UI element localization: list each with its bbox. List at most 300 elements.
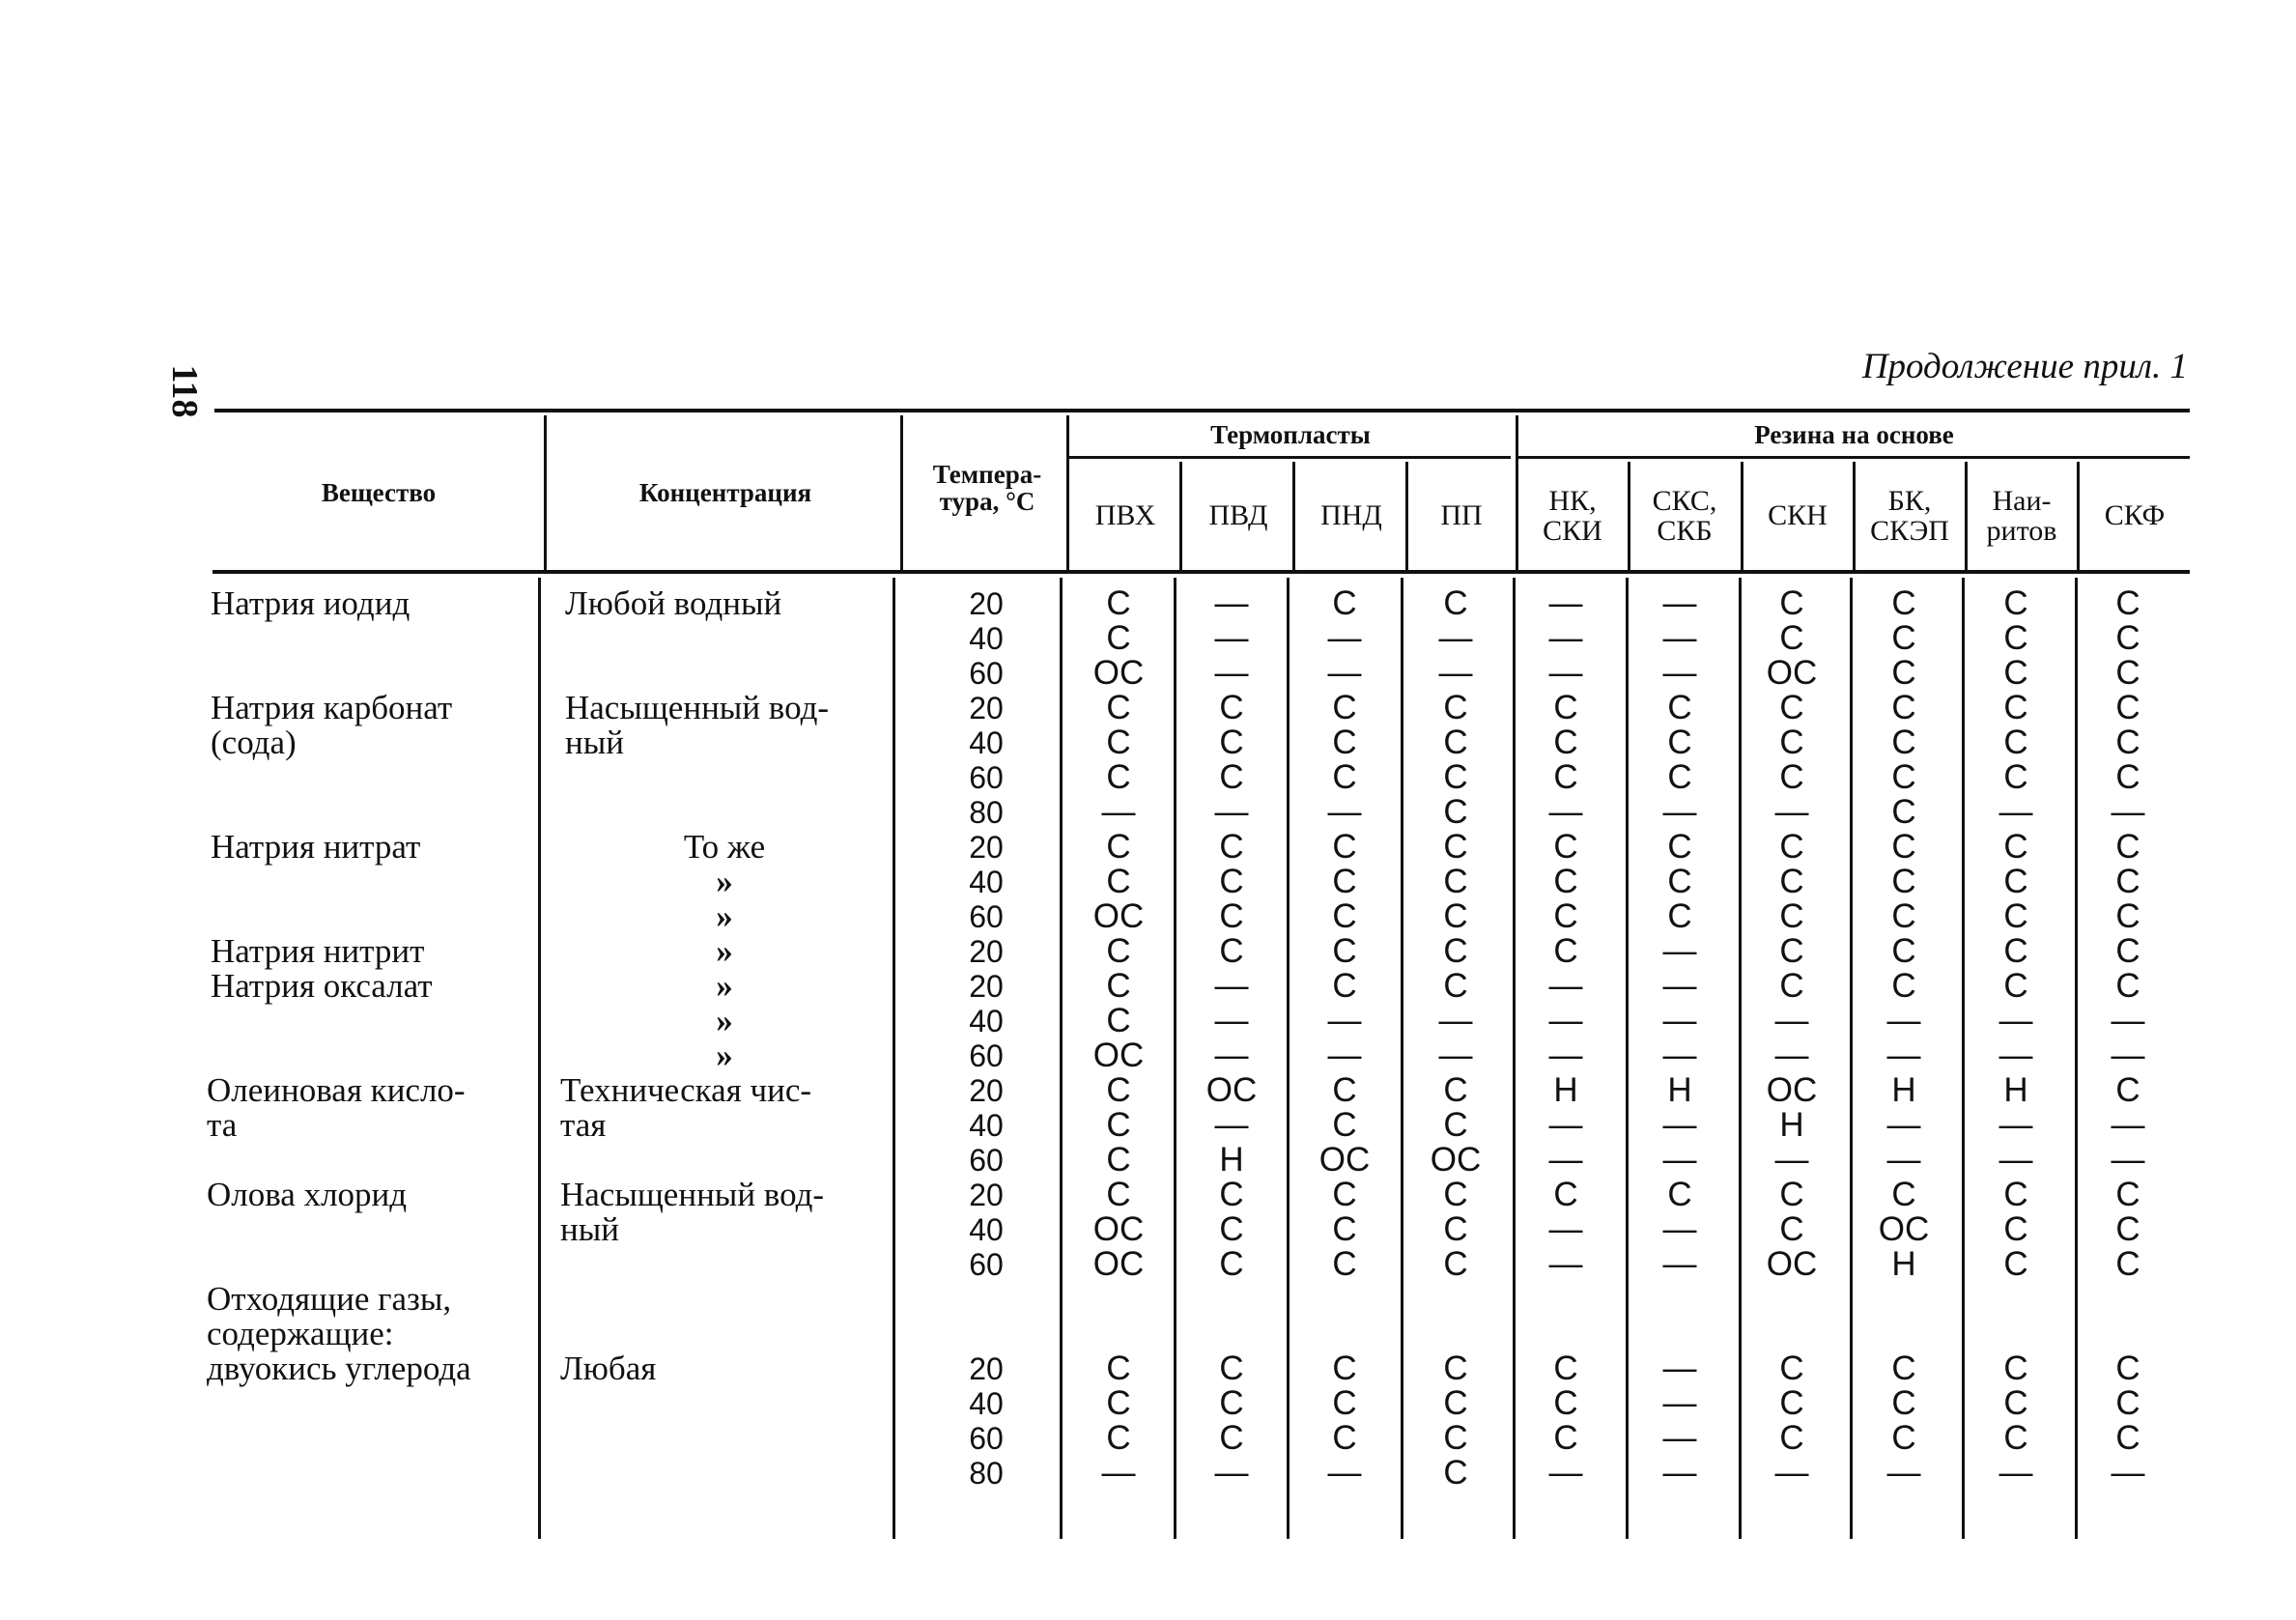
temperature-cell: 40 <box>969 1004 1004 1038</box>
resistance-value-cell: ОС <box>1092 1245 1145 1283</box>
resistance-value-cell: С <box>1332 758 1357 796</box>
concentration-ditto: » <box>716 863 733 900</box>
body-divider <box>538 578 541 1539</box>
resistance-value-cell: С <box>1332 1176 1357 1213</box>
header-divider <box>544 415 547 570</box>
resistance-value-cell: С <box>1219 689 1244 726</box>
resistance-value-cell: — <box>1214 967 1249 1005</box>
substance-cell: Отходящие газы, содержащие: <box>207 1280 452 1352</box>
resistance-value-cell <box>1527 1317 1604 1351</box>
resistance-value-cell: С <box>1443 758 1468 796</box>
resistance-value-cell <box>1080 1317 1157 1351</box>
temperature-cell: 80 <box>969 795 1004 830</box>
resistance-value-cell: С <box>1443 932 1468 970</box>
resistance-value-cell: — <box>1662 1454 1697 1492</box>
resistance-value-cell: С <box>1667 724 1692 761</box>
resistance-value-cell: С <box>1891 967 1916 1005</box>
resistance-value-cell: С <box>2115 1419 2140 1457</box>
resistance-value-cell: С <box>1219 1210 1244 1248</box>
resistance-value-cell: С <box>1443 793 1468 831</box>
resistance-value-cell: С <box>1106 758 1131 796</box>
resistance-value-cell: — <box>1214 654 1249 692</box>
header-divider <box>1628 462 1630 570</box>
resistance-value-cell: С <box>1779 689 1804 726</box>
header-material: ПВХ <box>1094 499 1156 532</box>
header-concentration: Концентрация <box>638 477 812 507</box>
resistance-value-cell: С <box>2003 654 2028 692</box>
resistance-value-cell: — <box>1886 1037 1921 1074</box>
header-material: НК, СКИ <box>1543 484 1602 547</box>
resistance-value-cell: С <box>1332 1350 1357 1387</box>
resistance-value-cell: С <box>1779 897 1804 935</box>
resistance-value-cell: С <box>1219 758 1244 796</box>
resistance-value-cell <box>1865 1317 1942 1351</box>
resistance-value-cell: ОС <box>1092 654 1145 692</box>
resistance-value-cell: — <box>1774 1002 1809 1039</box>
header-group-rubber: Резина на основе <box>1754 419 1954 449</box>
body-divider <box>1739 578 1742 1539</box>
resistance-value-cell: — <box>1438 619 1473 657</box>
values-column-sks-skb <box>1641 586 1718 1491</box>
resistance-value-cell: С <box>1106 1106 1131 1144</box>
header-divider <box>1741 462 1743 570</box>
resistance-value-cell: С <box>1332 1106 1357 1144</box>
resistance-value-cell <box>1977 1317 2055 1351</box>
temperature-cell: 40 <box>969 725 1004 760</box>
resistance-value-cell: С <box>2115 1071 2140 1109</box>
resistance-value-cell: — <box>1662 584 1697 622</box>
temperature-cell <box>933 1317 1039 1351</box>
resistance-value-cell: ОС <box>1092 1210 1145 1248</box>
resistance-value-cell: С <box>1891 689 1916 726</box>
header-material: ПВД <box>1208 499 1268 532</box>
temperature-cell: 20 <box>969 1178 1004 1212</box>
header-material: СКФ <box>2104 499 2166 532</box>
resistance-value-cell: С <box>1443 1176 1468 1213</box>
resistance-value-cell: — <box>1998 1037 2033 1074</box>
substance-cell: двуокись углерода <box>207 1350 471 1387</box>
temperature-cell: 40 <box>969 621 1004 656</box>
concentration-ditto: » <box>716 967 733 1005</box>
resistance-value-cell: С <box>1553 897 1578 935</box>
temperature-cell: 40 <box>969 865 1004 899</box>
resistance-value-cell: С <box>1332 828 1357 866</box>
resistance-value-cell: С <box>1891 654 1916 692</box>
resistance-value-cell: — <box>1774 793 1809 831</box>
resistance-value-cell: — <box>1886 1454 1921 1492</box>
temperature-cell: 40 <box>969 1108 1004 1143</box>
thermoplastics-group-rule <box>1067 456 1511 459</box>
resistance-value-cell: С <box>1891 1419 1916 1457</box>
resistance-value-cell: С <box>1106 584 1131 622</box>
temperature-cell: 60 <box>969 760 1004 795</box>
resistance-value-cell: С <box>1332 1419 1357 1457</box>
values-column-pnd <box>1306 586 1383 1491</box>
resistance-value-cell <box>2089 1282 2167 1317</box>
temperature-cell: 60 <box>969 1038 1004 1073</box>
resistance-value-cell: С <box>1779 863 1804 900</box>
resistance-value-cell: С <box>2003 1384 2028 1422</box>
resistance-value-cell: — <box>1662 1210 1697 1248</box>
resistance-value-cell: С <box>2115 584 2140 622</box>
resistance-value-cell: С <box>1332 897 1357 935</box>
header-material: ПНД <box>1320 499 1382 532</box>
resistance-value-cell: С <box>1553 758 1578 796</box>
resistance-value-cell: — <box>1548 1106 1583 1144</box>
resistance-value-cell: — <box>1548 1002 1583 1039</box>
resistance-value-cell: — <box>2111 1037 2145 1074</box>
header-bottom-rule <box>213 570 2190 574</box>
concentration-cell: Любая <box>560 1350 657 1387</box>
resistance-value-cell: — <box>1774 1454 1809 1492</box>
resistance-value-cell: — <box>2111 1106 2145 1144</box>
resistance-value-cell: С <box>1219 724 1244 761</box>
resistance-value-cell: С <box>1779 932 1804 970</box>
resistance-value-cell: — <box>1548 1245 1583 1283</box>
resistance-value-cell: С <box>1891 828 1916 866</box>
resistance-value-cell: С <box>1106 967 1131 1005</box>
resistance-value-cell: — <box>1886 1141 1921 1179</box>
concentration-ditto: » <box>716 1037 733 1074</box>
resistance-value-cell: С <box>1443 584 1468 622</box>
header-divider <box>1292 462 1295 570</box>
resistance-value-cell <box>1306 1282 1383 1317</box>
resistance-value-cell: — <box>1101 793 1136 831</box>
resistance-value-cell: — <box>1327 1002 1362 1039</box>
resistance-value-cell: — <box>1662 932 1697 970</box>
resistance-value-cell: С <box>1219 897 1244 935</box>
resistance-value-cell: — <box>1548 654 1583 692</box>
temperature-cell: 20 <box>969 1351 1004 1386</box>
resistance-value-cell: С <box>2115 897 2140 935</box>
resistance-value-cell: С <box>2115 689 2140 726</box>
resistance-value-cell: С <box>1106 724 1131 761</box>
resistance-value-cell: С <box>1891 1176 1916 1213</box>
resistance-value-cell: — <box>1438 1002 1473 1039</box>
resistance-value-cell: С <box>1779 967 1804 1005</box>
resistance-value-cell: С <box>1106 828 1131 866</box>
body-divider <box>1513 578 1516 1539</box>
body-divider <box>1060 578 1063 1539</box>
resistance-value-cell: С <box>1443 1071 1468 1109</box>
body-divider <box>2075 578 2078 1539</box>
substance-cell: Натрия оксалат <box>211 967 433 1005</box>
resistance-value-cell: С <box>2115 1350 2140 1387</box>
resistance-value-cell <box>1080 1282 1157 1317</box>
header-divider <box>900 415 903 570</box>
resistance-value-cell: — <box>1662 967 1697 1005</box>
values-column-pvh <box>1080 586 1157 1491</box>
body-divider <box>1626 578 1629 1539</box>
resistance-value-cell: — <box>1438 1037 1473 1074</box>
resistance-value-cell: — <box>1548 619 1583 657</box>
resistance-value-cell: С <box>1891 863 1916 900</box>
resistance-value-cell <box>1865 1282 1942 1317</box>
resistance-value-cell: С <box>1332 1384 1357 1422</box>
resistance-value-cell: С <box>1553 689 1578 726</box>
body-divider <box>1287 578 1290 1539</box>
resistance-value-cell <box>1306 1317 1383 1351</box>
temperature-cell: 20 <box>969 830 1004 865</box>
resistance-value-cell: С <box>2115 932 2140 970</box>
resistance-value-cell: — <box>1548 793 1583 831</box>
resistance-value-cell: С <box>2115 1176 2140 1213</box>
resistance-value-cell: С <box>1219 1245 1244 1283</box>
resistance-value-cell: — <box>1662 1350 1697 1387</box>
resistance-value-cell: — <box>1998 1141 2033 1179</box>
resistance-value-cell: С <box>1106 1350 1131 1387</box>
resistance-value-cell: С <box>2003 584 2028 622</box>
resistance-value-cell: С <box>1106 1419 1131 1457</box>
temperature-cell: 20 <box>969 586 1004 621</box>
values-column-nk-ski <box>1527 586 1604 1491</box>
resistance-value-cell: С <box>1443 1454 1468 1492</box>
resistance-value-cell: С <box>1667 758 1692 796</box>
resistance-value-cell: С <box>1553 932 1578 970</box>
resistance-value-cell: ОС <box>1878 1210 1930 1248</box>
header-divider <box>1853 462 1856 570</box>
resistance-value-cell: С <box>1106 932 1131 970</box>
resistance-value-cell: С <box>1891 724 1916 761</box>
temperature-cell: 80 <box>969 1456 1004 1491</box>
resistance-value-cell: С <box>2003 1176 2028 1213</box>
resistance-value-cell: С <box>1779 758 1804 796</box>
body-divider <box>1850 578 1853 1539</box>
resistance-value-cell: С <box>1106 863 1131 900</box>
resistance-value-cell: — <box>1662 793 1697 831</box>
resistance-value-cell: — <box>1774 1037 1809 1074</box>
resistance-value-cell: — <box>1662 654 1697 692</box>
resistance-value-cell: С <box>1332 932 1357 970</box>
resistance-value-cell: С <box>2003 619 2028 657</box>
temperature-cell: 60 <box>969 656 1004 691</box>
resistance-value-cell: — <box>1662 1384 1697 1422</box>
resistance-value-cell: С <box>2003 897 2028 935</box>
resistance-value-cell <box>2089 1317 2167 1351</box>
resistance-value-cell: С <box>1443 1419 1468 1457</box>
header-divider <box>1179 462 1182 570</box>
header-divider <box>1516 415 1518 570</box>
resistance-value-cell: С <box>1332 724 1357 761</box>
resistance-value-cell: — <box>1886 1106 1921 1144</box>
resistance-value-cell: С <box>2003 724 2028 761</box>
resistance-value-cell: С <box>1779 1350 1804 1387</box>
resistance-value-cell: С <box>1891 1350 1916 1387</box>
resistance-value-cell: — <box>1548 1141 1583 1179</box>
resistance-value-cell: С <box>1891 619 1916 657</box>
table-top-rule <box>214 409 2190 412</box>
body-divider <box>1401 578 1403 1539</box>
resistance-value-cell: Н <box>1779 1106 1804 1144</box>
temperature-cell: 20 <box>969 1073 1004 1108</box>
header-temperature: Темпера- тура, °С <box>932 459 1042 516</box>
resistance-value-cell: — <box>1214 619 1249 657</box>
resistance-value-cell: — <box>1214 584 1249 622</box>
resistance-value-cell <box>1417 1282 1494 1317</box>
resistance-value-cell: С <box>2115 1245 2140 1283</box>
resistance-value-cell: — <box>1214 1106 1249 1144</box>
resistance-value-cell: — <box>2111 1002 2145 1039</box>
concentration-ditto: » <box>716 1002 733 1039</box>
header-material: ПП <box>1440 499 1483 532</box>
resistance-value-cell: С <box>1106 689 1131 726</box>
resistance-value-cell: ОС <box>1318 1141 1371 1179</box>
resistance-value-cell: — <box>1214 1037 1249 1074</box>
resistance-value-cell: С <box>1553 1384 1578 1422</box>
resistance-value-cell: С <box>1891 758 1916 796</box>
resistance-value-cell: — <box>1998 793 2033 831</box>
resistance-value-cell: — <box>1662 1245 1697 1283</box>
resistance-value-cell: С <box>1443 967 1468 1005</box>
resistance-value-cell: С <box>1106 619 1131 657</box>
resistance-value-cell: — <box>1327 793 1362 831</box>
resistance-value-cell: С <box>1106 1002 1131 1039</box>
resistance-value-cell: С <box>1443 1106 1468 1144</box>
resistance-value-cell: С <box>2115 967 2140 1005</box>
resistance-value-cell: С <box>2115 863 2140 900</box>
resistance-value-cell: — <box>1214 1002 1249 1039</box>
resistance-value-cell: С <box>1667 863 1692 900</box>
temperature-cell: 40 <box>969 1212 1004 1247</box>
resistance-value-cell: С <box>1553 863 1578 900</box>
header-substance: Вещество <box>321 477 437 507</box>
resistance-value-cell: С <box>1779 1176 1804 1213</box>
temperature-cell: 40 <box>969 1386 1004 1421</box>
resistance-value-cell: С <box>1891 793 1916 831</box>
resistance-value-cell: — <box>1662 1141 1697 1179</box>
temperature-cell <box>933 1282 1039 1317</box>
header-group-thermoplastics: Термопласты <box>1210 419 1371 449</box>
resistance-value-cell <box>1753 1317 1830 1351</box>
resistance-value-cell: — <box>1774 1141 1809 1179</box>
temperature-cell: 20 <box>969 691 1004 725</box>
resistance-value-cell: — <box>1548 1454 1583 1492</box>
resistance-value-cell: С <box>1443 1210 1468 1248</box>
resistance-value-cell: С <box>1891 897 1916 935</box>
resistance-value-cell: — <box>1662 1002 1697 1039</box>
resistance-value-cell: С <box>1443 863 1468 900</box>
resistance-value-cell: С <box>2003 863 2028 900</box>
resistance-value-cell: С <box>1779 1210 1804 1248</box>
resistance-value-cell: С <box>1779 1384 1804 1422</box>
resistance-value-cell: С <box>1106 1384 1131 1422</box>
values-column-skf <box>2089 586 2167 1491</box>
resistance-value-cell: С <box>1779 584 1804 622</box>
resistance-value-cell: С <box>1553 1350 1578 1387</box>
resistance-value-cell: — <box>1548 967 1583 1005</box>
resistance-value-cell: — <box>1214 1454 1249 1492</box>
values-column-bk-skep <box>1865 586 1942 1491</box>
values-column-pp <box>1417 586 1494 1491</box>
resistance-value-cell: С <box>2003 967 2028 1005</box>
resistance-value-cell: — <box>1998 1002 2033 1039</box>
resistance-value-cell: С <box>2115 1384 2140 1422</box>
concentration-cell: Техническая чис- тая <box>560 1071 812 1144</box>
resistance-value-cell <box>1193 1282 1270 1317</box>
header-divider <box>2077 462 2080 570</box>
resistance-value-cell: — <box>1327 1037 1362 1074</box>
header-divider <box>1405 462 1408 570</box>
resistance-value-cell: С <box>2115 758 2140 796</box>
resistance-value-cell: — <box>1548 584 1583 622</box>
resistance-value-cell: — <box>2111 793 2145 831</box>
substance-cell: Натрия иодид <box>211 584 411 622</box>
concentration-cell: Насыщенный вод- ный <box>565 689 830 761</box>
resistance-value-cell: Н <box>1553 1071 1578 1109</box>
values-column-nairit <box>1977 586 2055 1491</box>
resistance-value-cell: С <box>2115 1210 2140 1248</box>
resistance-value-cell: С <box>1553 724 1578 761</box>
resistance-value-cell: Н <box>1891 1245 1916 1283</box>
body-divider <box>1962 578 1965 1539</box>
resistance-value-cell: — <box>1327 619 1362 657</box>
resistance-value-cell <box>1641 1282 1718 1317</box>
resistance-value-cell: — <box>1327 1454 1362 1492</box>
concentration-cell: Насыщенный вод- ный <box>560 1176 825 1248</box>
resistance-value-cell: С <box>2115 724 2140 761</box>
resistance-value-cell: — <box>2111 1141 2145 1179</box>
resistance-value-cell: С <box>1667 1176 1692 1213</box>
resistance-value-cell: Н <box>1667 1071 1692 1109</box>
resistance-value-cell: С <box>1667 689 1692 726</box>
resistance-value-cell: С <box>1443 897 1468 935</box>
resistance-value-cell: С <box>1332 1210 1357 1248</box>
resistance-value-cell: С <box>1443 724 1468 761</box>
resistance-value-cell: С <box>1779 724 1804 761</box>
page-number: 118 <box>164 364 205 418</box>
resistance-value-cell: С <box>1332 689 1357 726</box>
resistance-value-cell: С <box>1219 863 1244 900</box>
rubber-group-rule <box>1518 456 2190 459</box>
resistance-value-cell: С <box>2115 654 2140 692</box>
resistance-value-cell: С <box>1443 689 1468 726</box>
resistance-value-cell: С <box>2003 1350 2028 1387</box>
resistance-value-cell: С <box>1106 1176 1131 1213</box>
resistance-value-cell: — <box>1548 1037 1583 1074</box>
resistance-value-cell: С <box>1443 1245 1468 1283</box>
resistance-value-cell: ОС <box>1766 654 1818 692</box>
resistance-value-cell: С <box>1219 932 1244 970</box>
resistance-value-cell: С <box>2003 1419 2028 1457</box>
header-material: СКС, СКБ <box>1652 484 1717 547</box>
resistance-value-cell: С <box>1332 584 1357 622</box>
resistance-value-cell: Н <box>1891 1071 1916 1109</box>
resistance-value-cell: С <box>1332 967 1357 1005</box>
resistance-value-cell: — <box>1438 654 1473 692</box>
resistance-value-cell: С <box>1891 932 1916 970</box>
resistance-value-cell: — <box>1886 1002 1921 1039</box>
resistance-value-cell: С <box>1106 1071 1131 1109</box>
resistance-value-cell: С <box>1891 1384 1916 1422</box>
resistance-value-cell: С <box>1443 828 1468 866</box>
resistance-value-cell: — <box>1101 1454 1136 1492</box>
resistance-value-cell: С <box>1219 1419 1244 1457</box>
concentration-ditto: » <box>716 897 733 935</box>
resistance-value-cell: С <box>1891 584 1916 622</box>
resistance-value-cell: С <box>1779 619 1804 657</box>
temperature-cell: 60 <box>969 899 1004 934</box>
resistance-value-cell: С <box>2003 689 2028 726</box>
resistance-value-cell: С <box>1779 1419 1804 1457</box>
substance-cell: Натрия нитрат <box>211 828 421 866</box>
concentration-cell: Любой водный <box>565 584 782 622</box>
temperature-cell: 60 <box>969 1143 1004 1178</box>
resistance-value-cell: С <box>1219 1350 1244 1387</box>
resistance-value-cell: С <box>1219 1384 1244 1422</box>
resistance-value-cell: С <box>1106 1141 1131 1179</box>
resistance-value-cell: С <box>1443 1384 1468 1422</box>
substance-cell: Олеиновая кисло- та <box>207 1071 466 1144</box>
